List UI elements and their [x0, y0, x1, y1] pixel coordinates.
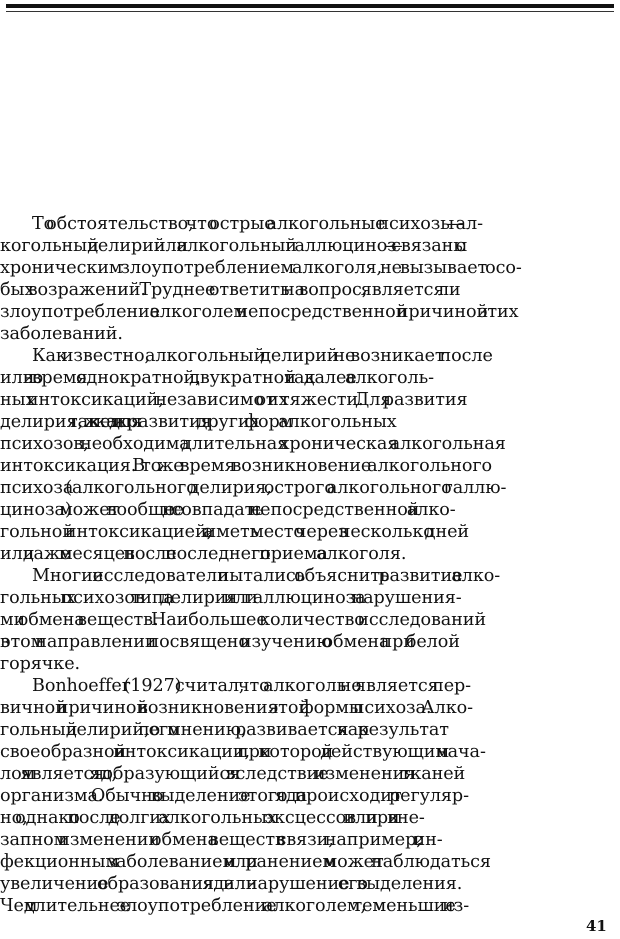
text-line: Как известно, алкогольный делирий не возникает после: [32, 346, 493, 366]
text-line: хроническим злоупотреблением алкоголя, не вызывает осо-: [0, 258, 522, 278]
text-line: То обстоятельство, что острые алкогольные психозы — ал-: [32, 214, 483, 234]
text-line: циноза) может вообще не совпадать с непосредственной алко-: [0, 500, 456, 520]
text-line: запном изменении обмена веществ в связи, например, с ин-: [0, 830, 443, 850]
page-number: 41: [586, 917, 607, 935]
text-line: или во время однократной, двукратной и так далее алкоголь-: [0, 368, 434, 388]
text-line: интоксикация. В то же время возникновение алкогольного: [0, 456, 492, 476]
text-line: ных интоксикаций, независимо от их тяжести. Для развития: [0, 390, 468, 410]
text-line: Чем длительнее злоупотребление алкоголем, тем меньшие из-: [0, 896, 470, 916]
header-rule: [6, 4, 614, 8]
text-line: психоза (алкогольного делирия, острого алкогольного галлю-: [0, 478, 507, 498]
text-line: гольной интоксикацией, а иметь место через несколько дней: [0, 522, 470, 542]
text-line: или даже месяцев после последнего приема алкоголя.: [0, 544, 407, 564]
text-line: но, однако после долгих алкогольных эксцессов или при вне-: [0, 808, 425, 828]
text-line: горячке.: [0, 654, 81, 674]
text-line: когольный делирий или алкогольный галлюциноз — связаны с: [0, 236, 466, 256]
text-line: гольный делирий, по его мнению, развивается как результат: [0, 720, 449, 740]
text-line: Многие исследователи пытались объяснить развитие алко-: [32, 566, 501, 586]
text-line: организма. Обычно выделение этого яда происходит регуляр-: [0, 786, 469, 806]
text-line: увеличение образования яда или нарушение его выделения.: [0, 874, 463, 894]
text-line: гольных психозов типа делирия или галлюциноза нарушения-: [0, 588, 462, 608]
text-line: заболеваний.: [0, 324, 123, 344]
text-line: фекционным заболеванием или ранением может наблюдаться: [0, 852, 491, 872]
text-line: бых возражений. Труднее ответить на вопрос, является ли: [0, 280, 461, 300]
text-line: в этом направлении посвящено изучению обмена при белой: [0, 632, 460, 652]
text-line: своеобразной интоксикации, при которой действующим нача-: [0, 742, 486, 762]
text-line: Bonhoeffer (1927) считал, что алкоголь не является пер-: [32, 676, 472, 696]
text-line: злоупотребление алкоголем непосредственной причиной этих: [0, 302, 519, 322]
text-line: вичной причиной возникновения этой формы психоза. Алко-: [0, 698, 473, 718]
text-line: психозов, необходима длительная хроническая алкогольная: [0, 434, 506, 454]
header-rule-thin: [6, 11, 614, 12]
text-line: делирия, так же как и для развития других форм алкогольных: [0, 412, 397, 432]
text-line: ми обмена веществ. Наибольшее количество исследований: [0, 610, 487, 630]
text-line: лом является яд, образующийся вследствие изменения тканей: [0, 764, 466, 784]
